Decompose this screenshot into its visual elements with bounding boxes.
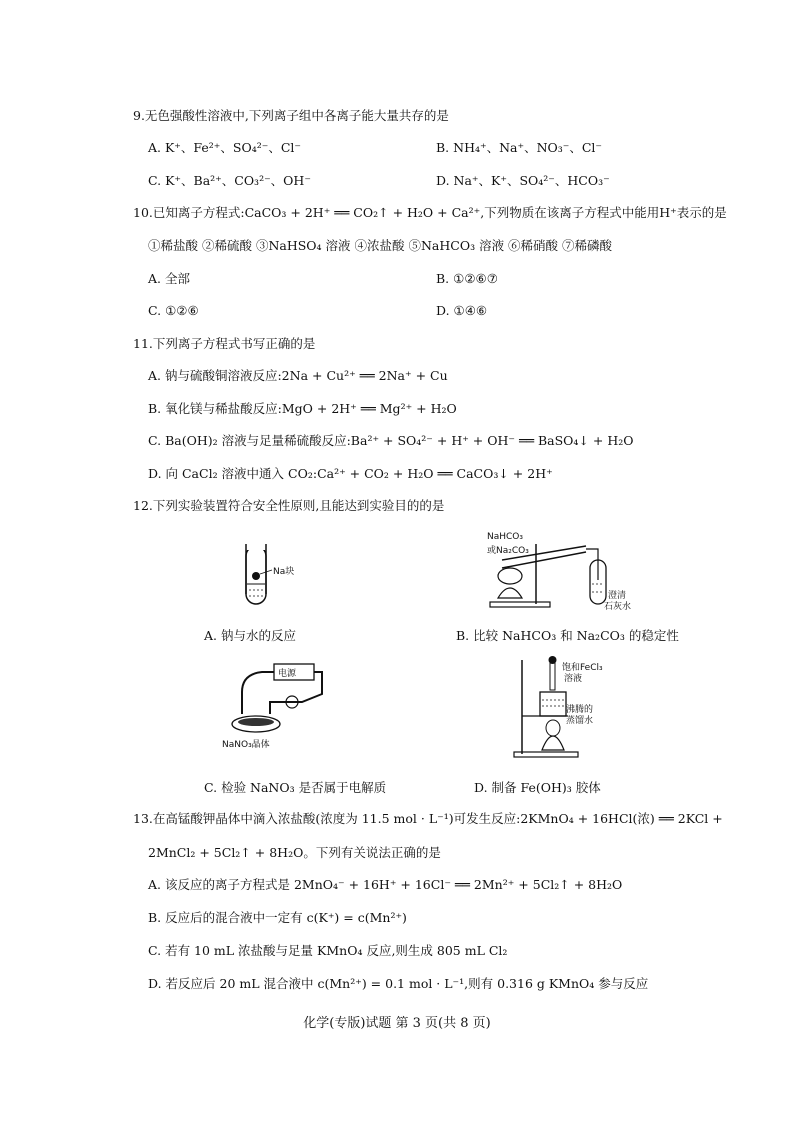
q9-option-a: A. K⁺、Fe²⁺、SO₄²⁻、Cl⁻ xyxy=(148,140,301,155)
figure-a-label: Na块 xyxy=(273,567,295,577)
figure-c-conductivity xyxy=(222,662,332,742)
q13-option-d: D. 若反应后 20 mL 混合液中 c(Mn²⁺) = 0.1 mol · L⁻¹,则有 0.316 g KMnO₄ 参与反应 xyxy=(148,976,649,991)
crystals xyxy=(238,718,274,726)
sodium-piece xyxy=(252,572,260,580)
figure-c-caption: C. 检验 NaNO₃ 是否属于电解质 xyxy=(204,780,387,795)
q10-option-a: A. 全部 xyxy=(148,271,190,286)
alcohol-lamp-flame xyxy=(498,568,522,584)
q9-option-c: C. K⁺、Ba²⁺、CO₃²⁻、OH⁻ xyxy=(148,173,311,188)
q10-option-d: D. ①④⑥ xyxy=(436,303,488,318)
figure-b-label-3: 澄清 xyxy=(608,591,627,601)
figure-c-label-2: NaNO₃晶体 xyxy=(222,740,270,750)
figure-d-label-2: 溶液 xyxy=(564,674,583,684)
figure-b-label-1: NaHCO₃ xyxy=(487,532,523,542)
figure-d-label-4: 蒸馏水 xyxy=(566,716,594,726)
figure-b-label-2: 或Na₂CO₃ xyxy=(487,546,529,556)
figure-a-caption: A. 钠与水的反应 xyxy=(204,628,296,643)
figure-d-caption: D. 制备 Fe(OH)₃ 胶体 xyxy=(474,780,601,795)
q11-option-d: D. 向 CaCl₂ 溶液中通入 CO₂:Ca²⁺ + CO₂ + H₂O ══ CaCO₃↓ + 2H⁺ xyxy=(148,466,553,481)
beaker xyxy=(540,692,566,716)
q10-option-b: B. ①②⑥⑦ xyxy=(436,271,498,286)
q10-option-c: C. ①②⑥ xyxy=(148,303,199,318)
figure-b-caption: B. 比较 NaHCO₃ 和 Na₂CO₃ 的稳定性 xyxy=(456,628,679,643)
stand-base xyxy=(490,602,550,607)
q10-list: ①稀盐酸 ②稀硫酸 ③NaHSO₄ 溶液 ④浓盐酸 ⑤NaHCO₃ 溶液 ⑥稀硝酸 ⑦稀磷酸 xyxy=(148,238,613,253)
page-footer: 化学(专版)试题 第 3 页(共 8 页) xyxy=(303,1016,491,1031)
figure-d-label-1: 饱和FeCl₃ xyxy=(562,663,603,673)
q9-option-d: D. Na⁺、K⁺、SO₄²⁻、HCO₃⁻ xyxy=(436,173,610,188)
q11-stem: 11.下列离子方程式书写正确的是 xyxy=(133,336,316,351)
q9-stem: 9.无色强酸性溶液中,下列离子组中各离子能大量共存的是 xyxy=(133,108,449,123)
figure-c-label-1: 电源 xyxy=(278,669,297,679)
alcohol-lamp xyxy=(542,736,564,750)
q13-option-c: C. 若有 10 mL 浓盐酸与足量 KMnO₄ 反应,则生成 805 mL Cl₂ xyxy=(148,943,508,958)
q13-stem-line2: 2MnCl₂ + 5Cl₂↑ + 8H₂O。下列有关说法正确的是 xyxy=(148,845,441,860)
q13-option-a: A. 该反应的离子方程式是 2MnO₄⁻ + 16H⁺ + 16Cl⁻ ══ 2Mn²⁺ + 5Cl₂↑ + 8H₂O xyxy=(148,877,623,892)
q11-option-c: C. Ba(OH)₂ 溶液与足量稀硫酸反应:Ba²⁺ + SO₄²⁻ + H⁺ + OH⁻ ══ BaSO₄↓ + H₂O xyxy=(148,433,634,448)
q13-stem-line1: 13.在高锰酸钾晶体中滴入浓盐酸(浓度为 11.5 mol · L⁻¹)可发生反应:2KMnO₄ + 16HCl(浓) ══ 2KCl + xyxy=(133,811,723,826)
q10-stem: 10.已知离子方程式:CaCO₃ + 2H⁺ ══ CO₂↑ + H₂O + Ca²⁺,下列物质在该离子方程式中能用H⁺表示的是 xyxy=(133,205,727,220)
q11-option-b: B. 氧化镁与稀盐酸反应:MgO + 2H⁺ ══ Mg²⁺ + H₂O xyxy=(148,401,457,416)
figure-d-label-3: 沸腾的 xyxy=(566,705,594,715)
figure-b-label-4: 石灰水 xyxy=(604,602,632,612)
figure-a-sodium-water xyxy=(232,540,312,610)
alcohol-lamp xyxy=(498,588,522,598)
stand-base xyxy=(514,752,578,757)
q12-stem: 12.下列实验装置符合安全性原则,且能达到实验目的的是 xyxy=(133,498,445,513)
q9-option-b: B. NH₄⁺、Na⁺、NO₃⁻、Cl⁻ xyxy=(436,140,603,155)
q13-option-b: B. 反应后的混合液中一定有 c(K⁺) = c(Mn²⁺) xyxy=(148,910,407,925)
q11-option-a: A. 钠与硫酸铜溶液反应:2Na + Cu²⁺ ══ 2Na⁺ + Cu xyxy=(148,368,448,383)
